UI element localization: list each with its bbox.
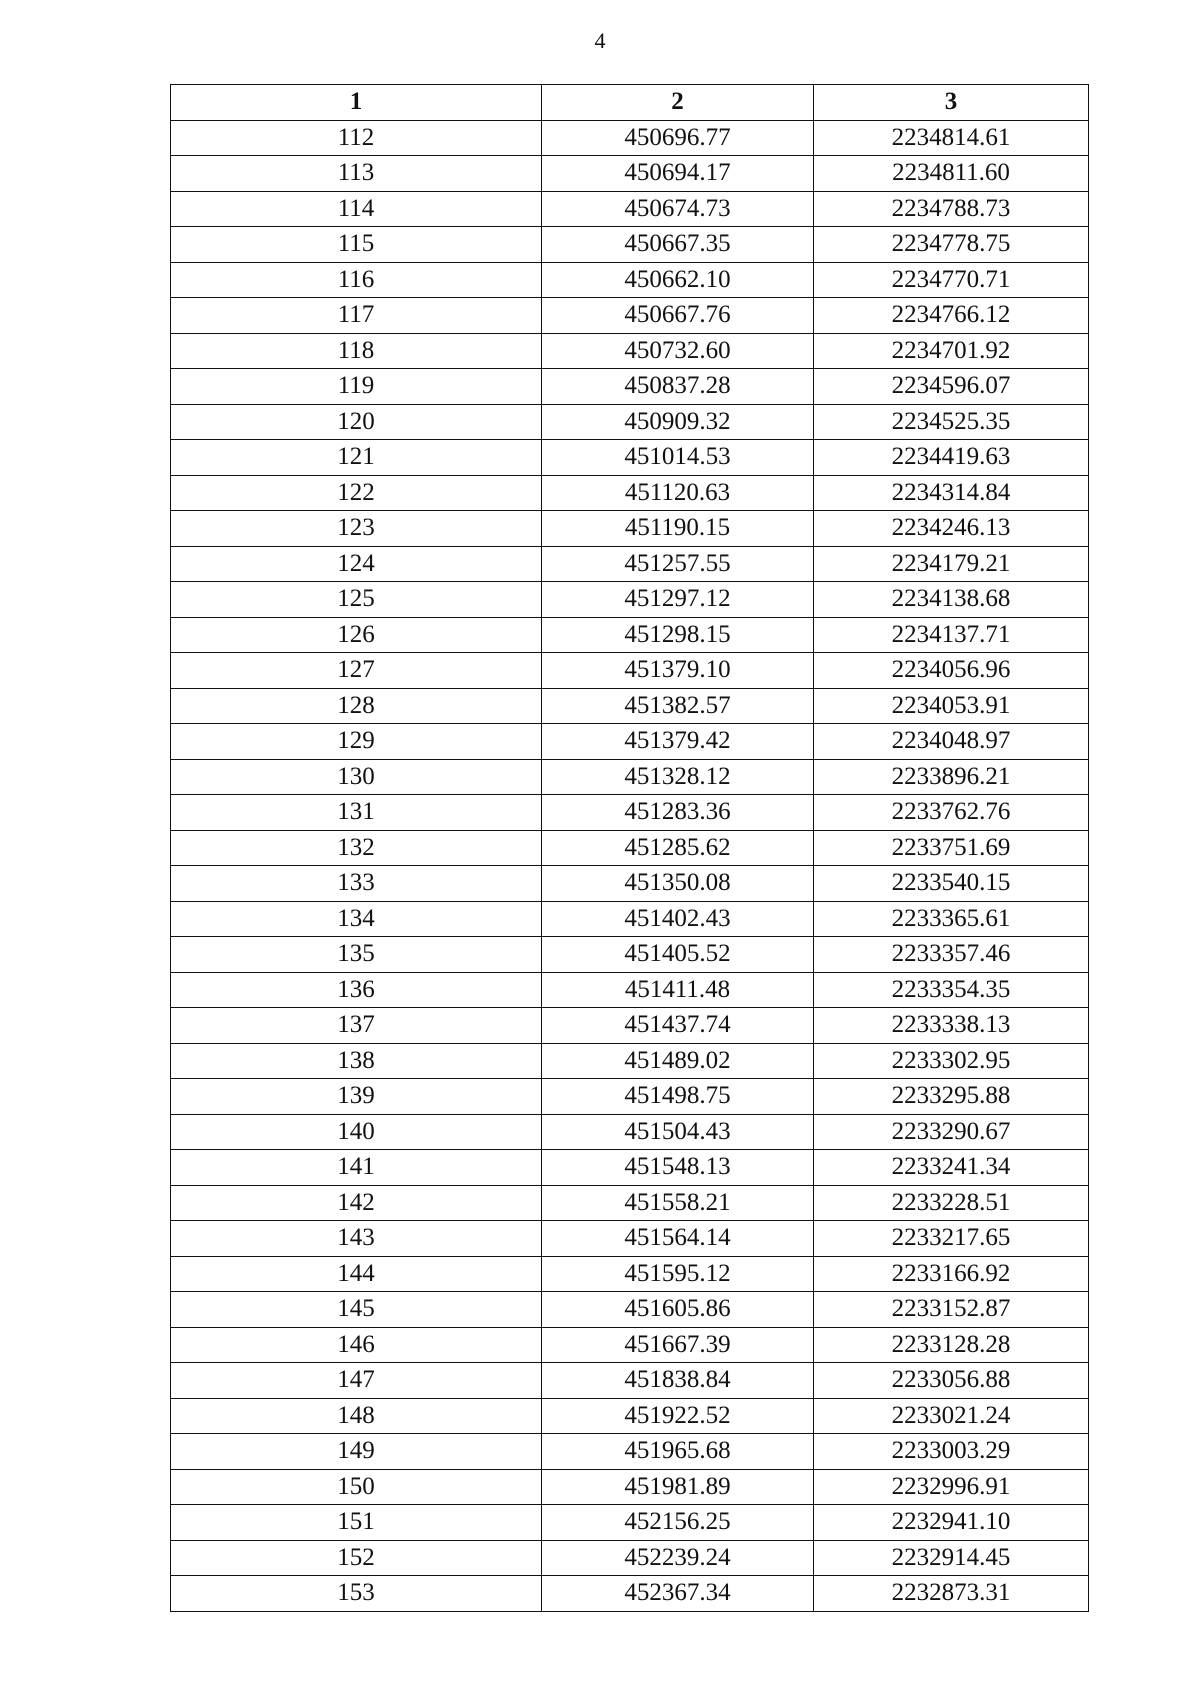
coordinate-x-cell: 452156.25 (542, 1505, 814, 1541)
table-row (171, 262, 1089, 298)
coordinate-y-cell: 2233228.51 (814, 1185, 1089, 1221)
point-number-cell: 142 (171, 1185, 542, 1221)
coordinate-x-cell: 451965.68 (542, 1434, 814, 1470)
coordinate-y-cell: 2234770.71 (814, 262, 1089, 298)
coordinate-x-cell: 450694.17 (542, 156, 814, 192)
coordinate-y-cell: 2234048.97 (814, 724, 1089, 760)
point-number-cell: 151 (171, 1505, 542, 1541)
table-body (171, 120, 1089, 1611)
coordinate-x-cell: 451257.55 (542, 546, 814, 582)
coordinate-y-cell: 2233003.29 (814, 1434, 1089, 1470)
point-number-cell: 117 (171, 298, 542, 334)
table-row (171, 830, 1089, 866)
coordinate-x-cell: 451014.53 (542, 440, 814, 476)
table-row (171, 546, 1089, 582)
table-row (171, 511, 1089, 547)
point-number-cell: 112 (171, 120, 542, 156)
coordinate-y-cell: 2233152.87 (814, 1292, 1089, 1328)
table-row (171, 972, 1089, 1008)
coordinate-x-cell: 451297.12 (542, 582, 814, 618)
coordinate-y-cell: 2234419.63 (814, 440, 1089, 476)
point-number-cell: 152 (171, 1540, 542, 1576)
table-row (171, 1256, 1089, 1292)
coordinate-x-cell: 451595.12 (542, 1256, 814, 1292)
table-row (171, 1150, 1089, 1186)
point-number-cell: 133 (171, 866, 542, 902)
table-row (171, 582, 1089, 618)
point-number-cell: 134 (171, 901, 542, 937)
table-row (171, 688, 1089, 724)
coordinate-y-cell: 2232941.10 (814, 1505, 1089, 1541)
coordinate-x-cell: 451283.36 (542, 795, 814, 831)
point-number-cell: 153 (171, 1576, 542, 1612)
table-row (171, 1114, 1089, 1150)
coordinate-y-cell: 2233354.35 (814, 972, 1089, 1008)
coordinate-x-cell: 451402.43 (542, 901, 814, 937)
coordinate-y-cell: 2234778.75 (814, 227, 1089, 263)
column-header-1: 1 (171, 85, 542, 121)
table-row (171, 937, 1089, 973)
coordinate-x-cell: 451981.89 (542, 1469, 814, 1505)
coordinate-y-cell: 2234314.84 (814, 475, 1089, 511)
point-number-cell: 113 (171, 156, 542, 192)
coordinate-x-cell: 452239.24 (542, 1540, 814, 1576)
coordinate-y-cell: 2232873.31 (814, 1576, 1089, 1612)
table-row (171, 404, 1089, 440)
point-number-cell: 129 (171, 724, 542, 760)
point-number-cell: 118 (171, 333, 542, 369)
coordinate-y-cell: 2233295.88 (814, 1079, 1089, 1115)
coordinate-x-cell: 451120.63 (542, 475, 814, 511)
coordinate-y-cell: 2233540.15 (814, 866, 1089, 902)
coordinate-x-cell: 451379.42 (542, 724, 814, 760)
coordinate-x-cell: 451411.48 (542, 972, 814, 1008)
coordinate-y-cell: 2233241.34 (814, 1150, 1089, 1186)
coordinate-x-cell: 451838.84 (542, 1363, 814, 1399)
point-number-cell: 140 (171, 1114, 542, 1150)
table-row (171, 1434, 1089, 1470)
point-number-cell: 124 (171, 546, 542, 582)
coordinate-y-cell: 2233365.61 (814, 901, 1089, 937)
point-number-cell: 136 (171, 972, 542, 1008)
coordinate-x-cell: 451190.15 (542, 511, 814, 547)
point-number-cell: 115 (171, 227, 542, 263)
table-row (171, 795, 1089, 831)
coordinate-x-cell: 450667.35 (542, 227, 814, 263)
coordinate-y-cell: 2233056.88 (814, 1363, 1089, 1399)
table-row (171, 1363, 1089, 1399)
coordinate-x-cell: 451405.52 (542, 937, 814, 973)
coordinate-y-cell: 2234766.12 (814, 298, 1089, 334)
coordinate-y-cell: 2234137.71 (814, 617, 1089, 653)
coordinate-x-cell: 451564.14 (542, 1221, 814, 1257)
table-row (171, 1079, 1089, 1115)
coordinate-x-cell: 451558.21 (542, 1185, 814, 1221)
table-row (171, 759, 1089, 795)
coordinate-y-cell: 2233762.76 (814, 795, 1089, 831)
coordinate-x-cell: 451922.52 (542, 1398, 814, 1434)
coordinate-y-cell: 2234138.68 (814, 582, 1089, 618)
coordinate-x-cell: 450667.76 (542, 298, 814, 334)
coordinates-table (170, 84, 1089, 1612)
point-number-cell: 150 (171, 1469, 542, 1505)
coordinate-y-cell: 2234596.07 (814, 369, 1089, 405)
coordinate-y-cell: 2233166.92 (814, 1256, 1089, 1292)
point-number-cell: 119 (171, 369, 542, 405)
coordinate-x-cell: 451328.12 (542, 759, 814, 795)
coordinate-y-cell: 2234179.21 (814, 546, 1089, 582)
coordinate-x-cell: 451504.43 (542, 1114, 814, 1150)
point-number-cell: 146 (171, 1327, 542, 1363)
table-row (171, 440, 1089, 476)
table-row (171, 866, 1089, 902)
table-row (171, 298, 1089, 334)
coordinate-y-cell: 2234053.91 (814, 688, 1089, 724)
coordinate-y-cell: 2234701.92 (814, 333, 1089, 369)
coordinate-x-cell: 451379.10 (542, 653, 814, 689)
point-number-cell: 145 (171, 1292, 542, 1328)
coordinate-y-cell: 2233338.13 (814, 1008, 1089, 1044)
coordinate-y-cell: 2233896.21 (814, 759, 1089, 795)
coordinate-x-cell: 450837.28 (542, 369, 814, 405)
coordinate-x-cell: 451382.57 (542, 688, 814, 724)
table-header-row (171, 85, 1089, 121)
coordinate-x-cell: 451350.08 (542, 866, 814, 902)
point-number-cell: 132 (171, 830, 542, 866)
coordinate-x-cell: 450662.10 (542, 262, 814, 298)
table-row (171, 475, 1089, 511)
coordinate-x-cell: 451548.13 (542, 1150, 814, 1186)
coordinate-x-cell: 451298.15 (542, 617, 814, 653)
table-row (171, 120, 1089, 156)
point-number-cell: 143 (171, 1221, 542, 1257)
table-row (171, 1505, 1089, 1541)
point-number-cell: 120 (171, 404, 542, 440)
point-number-cell: 121 (171, 440, 542, 476)
coordinate-x-cell: 450732.60 (542, 333, 814, 369)
table-row (171, 1008, 1089, 1044)
table-row (171, 1043, 1089, 1079)
coordinate-y-cell: 2234246.13 (814, 511, 1089, 547)
point-number-cell: 147 (171, 1363, 542, 1399)
coordinate-x-cell: 451605.86 (542, 1292, 814, 1328)
table-row (171, 227, 1089, 263)
table-row (171, 1469, 1089, 1505)
coordinate-x-cell: 451489.02 (542, 1043, 814, 1079)
coordinate-x-cell: 451667.39 (542, 1327, 814, 1363)
coordinate-y-cell: 2233290.67 (814, 1114, 1089, 1150)
coordinate-y-cell: 2233751.69 (814, 830, 1089, 866)
point-number-cell: 128 (171, 688, 542, 724)
coordinate-y-cell: 2233302.95 (814, 1043, 1089, 1079)
table-row (171, 1540, 1089, 1576)
column-header-3: 3 (814, 85, 1089, 121)
coordinate-y-cell: 2232996.91 (814, 1469, 1089, 1505)
coordinate-x-cell: 450674.73 (542, 191, 814, 227)
point-number-cell: 131 (171, 795, 542, 831)
coordinate-x-cell: 451285.62 (542, 830, 814, 866)
coordinate-y-cell: 2233217.65 (814, 1221, 1089, 1257)
point-number-cell: 126 (171, 617, 542, 653)
coordinate-x-cell: 452367.34 (542, 1576, 814, 1612)
point-number-cell: 135 (171, 937, 542, 973)
table-row (171, 901, 1089, 937)
coordinate-y-cell: 2234788.73 (814, 191, 1089, 227)
table-row (171, 724, 1089, 760)
table-row (171, 617, 1089, 653)
point-number-cell: 127 (171, 653, 542, 689)
point-number-cell: 122 (171, 475, 542, 511)
point-number-cell: 139 (171, 1079, 542, 1115)
point-number-cell: 141 (171, 1150, 542, 1186)
coordinate-x-cell: 450909.32 (542, 404, 814, 440)
coordinate-y-cell: 2234811.60 (814, 156, 1089, 192)
table-row (171, 1221, 1089, 1257)
coordinate-y-cell: 2234056.96 (814, 653, 1089, 689)
table-row (171, 369, 1089, 405)
coordinate-y-cell: 2234525.35 (814, 404, 1089, 440)
table-row (171, 1185, 1089, 1221)
table-row (171, 1398, 1089, 1434)
coordinate-x-cell: 451498.75 (542, 1079, 814, 1115)
table-row (171, 333, 1089, 369)
point-number-cell: 130 (171, 759, 542, 795)
coordinate-x-cell: 451437.74 (542, 1008, 814, 1044)
point-number-cell: 149 (171, 1434, 542, 1470)
coordinate-y-cell: 2233128.28 (814, 1327, 1089, 1363)
point-number-cell: 137 (171, 1008, 542, 1044)
point-number-cell: 138 (171, 1043, 542, 1079)
coordinate-y-cell: 2232914.45 (814, 1540, 1089, 1576)
coordinate-y-cell: 2234814.61 (814, 120, 1089, 156)
column-header-2: 2 (542, 85, 814, 121)
point-number-cell: 148 (171, 1398, 542, 1434)
point-number-cell: 144 (171, 1256, 542, 1292)
point-number-cell: 123 (171, 511, 542, 547)
point-number-cell: 125 (171, 582, 542, 618)
table-row (171, 156, 1089, 192)
table-row (171, 191, 1089, 227)
coordinate-x-cell: 450696.77 (542, 120, 814, 156)
table-row (171, 1292, 1089, 1328)
table-row (171, 653, 1089, 689)
coordinate-y-cell: 2233357.46 (814, 937, 1089, 973)
table-row (171, 1327, 1089, 1363)
point-number-cell: 116 (171, 262, 542, 298)
table-row (171, 1576, 1089, 1612)
page-number: 4 (594, 28, 606, 53)
point-number-cell: 114 (171, 191, 542, 227)
coordinate-y-cell: 2233021.24 (814, 1398, 1089, 1434)
